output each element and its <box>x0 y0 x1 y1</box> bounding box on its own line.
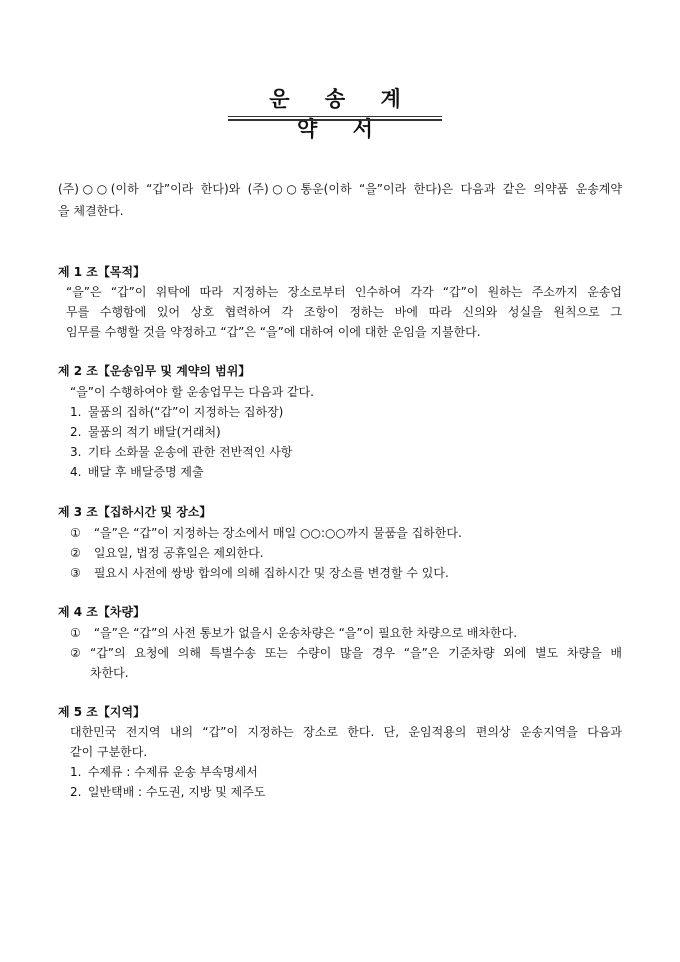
list-item <box>70 402 283 423</box>
article-5-line-2: 같이 구분한다. <box>70 745 148 759</box>
list-item-text: 물품의 적기 배달(거래처) <box>87 425 221 439</box>
article-5-line-1: 대한민국 전지역 내의 “갑”이 지정하는 장소로 한다. 단, 운임적용의 편의상 운송지역을 다음과 <box>70 725 622 739</box>
article-2-lead: “을”이 수행하여야 할 운송업무는 다음과 같다. <box>70 385 314 399</box>
list-item-number: ② <box>70 646 81 660</box>
article-5-heading: 제 5 조【지역】 <box>58 705 146 719</box>
article-1-line-2: 무를 수행함에 있어 상호 협력하여 각 조항이 정하는 바에 따라 신의와 성실을 원칙으로 그 <box>66 305 622 319</box>
list-item-number: 2. <box>70 425 82 439</box>
list-item-text: “을”은 “갑”의 사전 통보가 없을시 운송차량은 “을”이 필요한 차량으로 배차한다. <box>93 626 518 640</box>
list-item <box>70 462 204 483</box>
list-item-text: “갑”의 요청에 의해 특별수송 또는 수량이 많을 경우 “을”은 기준차량 외에 별도 차량을 배 <box>90 646 622 660</box>
list-item <box>70 762 258 783</box>
list-item <box>70 563 449 584</box>
list-item-text: 기타 소화물 운송에 관한 전반적인 사항 <box>87 445 293 459</box>
title-underline <box>228 116 442 117</box>
list-item-text: 물품의 집하(“갑”이 지정하는 집하장) <box>87 405 284 419</box>
list-item-number: 2. <box>70 785 82 799</box>
list-item-text: 일요일, 법정 공휴일은 제외한다. <box>93 546 264 560</box>
list-item-text: 배달 후 배달증명 제출 <box>87 465 204 479</box>
title-block <box>228 84 442 144</box>
article-1-line-1: “을”은 “갑”이 위탁에 따라 지정하는 장소로부터 인수하여 각각 “갑”이 원하는 주소까지 운송업 <box>66 285 622 299</box>
list-item-text: 수제류 : 수제류 운송 부속명세서 <box>87 765 258 779</box>
list-item-text: 일반택배 : 수도권, 지방 및 제주도 <box>87 785 266 799</box>
list-item-number: ① <box>70 526 81 540</box>
list-item <box>70 782 265 803</box>
list-item-text: 필요시 사전에 쌍방 합의에 의해 집하시간 및 장소를 변경할 수 있다. <box>93 566 449 580</box>
list-item <box>70 442 292 463</box>
list-item-number: ① <box>70 626 81 640</box>
article-4-heading: 제 4 조【차량】 <box>58 605 146 619</box>
article-1-heading: 제 1 조【목적】 <box>58 265 146 279</box>
list-item-text: “을”은 “갑”이 지정하는 장소에서 매일 ○○:○○까지 물품을 집하한다. <box>93 526 462 540</box>
article-3-heading: 제 3 조【집하시간 및 장소】 <box>58 505 212 519</box>
article-2-heading: 제 2 조【운송임무 및 계약의 범위】 <box>58 364 251 378</box>
title-underline-thick <box>228 119 442 121</box>
list-item-number: ② <box>70 546 81 560</box>
list-item <box>70 543 264 564</box>
list-item <box>70 523 462 544</box>
list-item-number: 4. <box>70 465 82 479</box>
list-item-continuation: 차한다. <box>90 666 129 680</box>
list-item-number: 1. <box>70 765 82 779</box>
intro-line-2: 을 체결한다. <box>58 204 124 218</box>
article-1-line-3: 임무를 수행할 것을 약정하고 “갑”은 “을”에 대하여 이에 대한 운임을 지불한다. <box>66 325 481 339</box>
list-item-number: 1. <box>70 405 82 419</box>
document-title: 운 송 계 약 서 <box>269 87 415 141</box>
list-item <box>70 623 517 644</box>
intro-line-1: (주)○○(이하 “갑”이라 한다)와 (주)○○통운(이하 “을”이라 한다)은 다음과 같은 의약품 운송계약 <box>58 182 622 196</box>
list-item-number: ③ <box>70 566 81 580</box>
list-item <box>70 643 622 664</box>
list-item-number: 3. <box>70 445 82 459</box>
list-item <box>70 422 221 443</box>
